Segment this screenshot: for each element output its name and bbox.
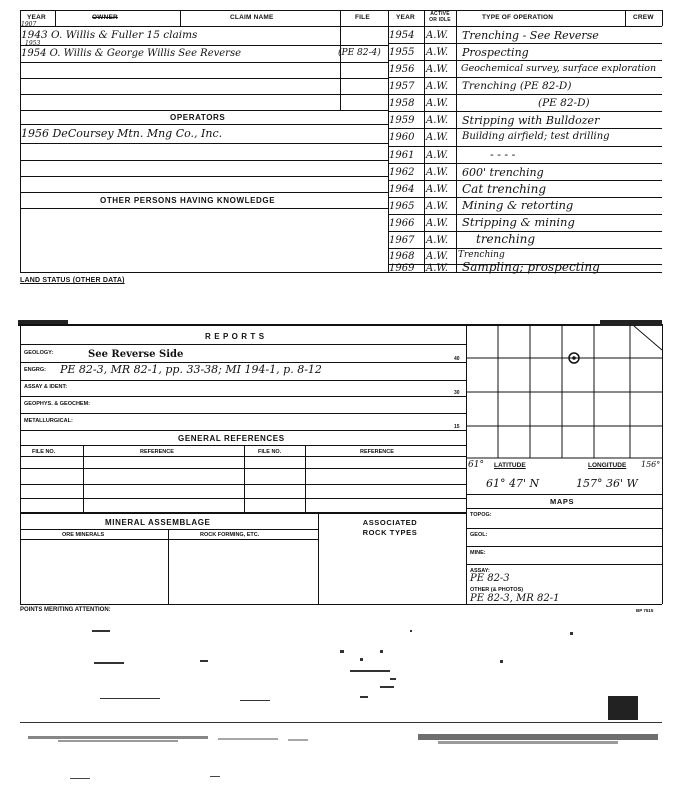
op-year: 1958 — [389, 98, 415, 109]
op-type: Building airfield; test drilling — [462, 131, 610, 142]
num-40: 40 — [454, 356, 460, 362]
land-status-label: LAND STATUS (OTHER DATA) — [20, 277, 125, 284]
owner-2-file: (PE 82-4) — [338, 48, 381, 58]
col-type-of-operation-header: TYPE OF OPERATION — [482, 14, 554, 21]
latitude-value: 61° 47' N — [486, 477, 540, 490]
op-year: 1955 — [389, 47, 415, 58]
op-status: A.W. — [426, 251, 449, 262]
geophys-label: GEOPHYS. & GEOCHEM: — [24, 401, 91, 407]
op-year: 1964 — [389, 184, 415, 195]
gr-reference-2: REFERENCE — [360, 449, 394, 455]
geol-label: GEOL: — [470, 532, 488, 538]
op-type: Trenching — [458, 250, 505, 260]
op-status: A.W. — [426, 30, 449, 41]
op-status: A.W. — [426, 218, 449, 229]
op-year: 1961 — [389, 150, 415, 161]
reports-title: R E P O R T S — [205, 332, 265, 341]
op-type: Cat trenching — [462, 182, 547, 196]
op-year: 1966 — [389, 218, 415, 229]
owner-2-prior-year: 1953 — [25, 40, 41, 47]
op-type: Trenching (PE 82-D) — [462, 80, 572, 92]
engrg-label: ENGRG: — [24, 367, 46, 373]
longitude-label: LONGITUDE — [588, 462, 627, 469]
col-file-header: FILE — [355, 14, 370, 21]
other-photos-label: OTHER (& PHOTOS) — [470, 587, 524, 593]
col-year-right-header: YEAR — [396, 14, 415, 21]
maps-title: MAPS — [550, 497, 575, 506]
engrg-value: PE 82-3, MR 82-1, pp. 33-38; MI 194-1, p. 8-12 — [60, 363, 322, 376]
op-type: Geochemical survey, surface exploration — [461, 63, 657, 74]
op-type: Sampling; prospecting — [462, 260, 600, 274]
op-status: A.W. — [426, 98, 449, 109]
op-year: 1969 — [389, 263, 415, 274]
num-30: 30 — [454, 390, 460, 396]
op-status: A.W. — [426, 132, 449, 143]
latitude-label: LATITUDE — [494, 462, 526, 469]
longitude-suffix: 156° — [641, 460, 661, 469]
op-status: A.W. — [426, 81, 449, 92]
op-year: 1962 — [389, 167, 415, 178]
metallurgical-label: METALLURGICAL: — [24, 418, 73, 424]
op-status: A.W. — [426, 235, 449, 246]
op-status: A.W. — [426, 64, 449, 75]
col-owner-header: OWNER — [92, 14, 118, 21]
topog-label: TOPOG: — [470, 512, 492, 518]
assay-maps-label: ASSAY: — [470, 568, 490, 574]
gr-reference-1: REFERENCE — [140, 449, 174, 455]
op-year: 1954 — [389, 30, 415, 41]
col-crew-header: CREW — [633, 14, 654, 21]
op-status: A.W. — [426, 150, 449, 161]
scan-smear — [18, 726, 664, 756]
longitude-value: 157° 36' W — [576, 477, 638, 490]
points-meriting-attention-label: POINTS MERITING ATTENTION: — [20, 607, 111, 613]
operator-entry: 1956 DeCoursey Mtn. Mng Co., Inc. — [21, 127, 223, 140]
geology-value: See Reverse Side — [88, 349, 184, 360]
other-persons-title: OTHER PERSONS HAVING KNOWLEDGE — [100, 196, 276, 205]
op-type: Stripping & mining — [462, 215, 575, 229]
col-claim-name-header: CLAIM NAME — [230, 14, 274, 21]
rock-forming-label: ROCK FORMING, ETC. — [200, 532, 260, 538]
op-type: Prospecting — [462, 46, 529, 59]
op-status: A.W. — [426, 47, 449, 58]
op-type: Mining & retorting — [462, 198, 574, 212]
geology-label: GEOLOGY: — [24, 350, 54, 356]
op-type: 600' trenching — [462, 166, 544, 179]
op-year: 1959 — [389, 115, 415, 126]
op-year: 1960 — [389, 132, 415, 143]
owner-1-prior-year: 1907 — [21, 21, 37, 28]
op-year: 1957 — [389, 81, 415, 92]
op-status: A.W. — [426, 184, 449, 195]
op-year: 1968 — [389, 251, 415, 262]
op-type: Trenching - See Reverse — [462, 29, 599, 42]
gr-file-no-2: FILE NO. — [258, 449, 282, 455]
gr-file-no-1: FILE NO. — [32, 449, 56, 455]
op-type: - - - - — [490, 148, 516, 161]
operators-title: OPERATORS — [170, 113, 226, 122]
op-year: 1956 — [389, 64, 415, 75]
op-year: 1965 — [389, 201, 415, 212]
form-number: BP 7515 — [636, 608, 654, 613]
op-type: trenching — [476, 232, 536, 246]
op-type: (PE 82-D) — [538, 97, 590, 109]
mineral-assemblage-title: MINERAL ASSEMBLAGE — [105, 518, 211, 527]
general-references-title: GENERAL REFERENCES — [178, 434, 285, 443]
num-15: 15 — [454, 424, 460, 430]
op-status: A.W. — [426, 115, 449, 126]
op-type: Stripping with Bulldozer — [462, 114, 600, 127]
scan-speckles — [80, 620, 600, 720]
other-photos-value: PE 82-3, MR 82-1 — [470, 593, 560, 604]
associated-rock-types-label: ASSOCIATED ROCK TYPES — [362, 518, 418, 537]
op-year: 1967 — [389, 235, 415, 246]
col-active-idle-header: ACTIVE OR IDLE — [429, 11, 451, 23]
latitude-prefix: 61° — [468, 460, 484, 470]
owner-2-text: 1954 O. Willis & George Willis See Reverse — [21, 48, 242, 59]
owner-1-text: 1943 O. Willis & Fuller 15 claims — [21, 29, 198, 41]
black-square-mark — [608, 696, 638, 720]
op-status: A.W. — [426, 263, 449, 274]
ore-minerals-label: ORE MINERALS — [62, 532, 105, 538]
op-status: A.W. — [426, 167, 449, 178]
mine-label: MINE: — [470, 550, 486, 556]
col-year-header: YEAR — [27, 14, 46, 21]
assay-maps-value: PE 82-3 — [470, 573, 510, 584]
assay-ident-label: ASSAY & IDENT: — [24, 384, 68, 390]
op-status: A.W. — [426, 201, 449, 212]
